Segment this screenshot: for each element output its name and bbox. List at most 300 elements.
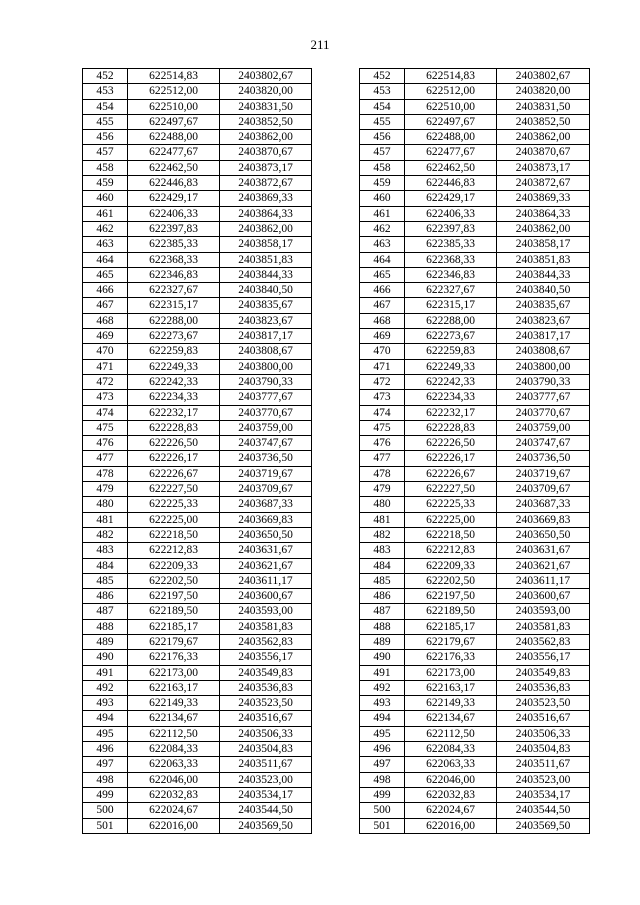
right-point-number-cell: 491 bbox=[360, 665, 405, 680]
column-gap bbox=[312, 757, 360, 772]
right-y-coordinate-cell: 2403851,83 bbox=[497, 252, 590, 267]
left-point-number-cell: 492 bbox=[83, 680, 128, 695]
table-row bbox=[83, 191, 590, 206]
left-point-number-cell: 482 bbox=[83, 527, 128, 542]
right-x-coordinate-cell: 622218,50 bbox=[405, 527, 497, 542]
left-y-coordinate-cell: 2403864,33 bbox=[220, 206, 312, 221]
table-row bbox=[83, 772, 590, 787]
right-y-coordinate-cell: 2403687,33 bbox=[497, 497, 590, 512]
right-point-number-cell: 470 bbox=[360, 344, 405, 359]
left-y-coordinate-cell: 2403581,83 bbox=[220, 619, 312, 634]
left-x-coordinate-cell: 622163,17 bbox=[128, 680, 220, 695]
left-y-coordinate-cell: 2403820,00 bbox=[220, 84, 312, 99]
left-x-coordinate-cell: 622197,50 bbox=[128, 589, 220, 604]
right-y-coordinate-cell: 2403817,17 bbox=[497, 329, 590, 344]
left-point-number-cell: 476 bbox=[83, 436, 128, 451]
table-row bbox=[83, 420, 590, 435]
left-x-coordinate-cell: 622397,83 bbox=[128, 221, 220, 236]
right-y-coordinate-cell: 2403823,67 bbox=[497, 313, 590, 328]
left-point-number-cell: 455 bbox=[83, 114, 128, 129]
left-x-coordinate-cell: 622225,33 bbox=[128, 497, 220, 512]
table-row bbox=[83, 573, 590, 588]
left-y-coordinate-cell: 2403862,00 bbox=[220, 130, 312, 145]
table-row bbox=[83, 130, 590, 145]
right-y-coordinate-cell: 2403504,83 bbox=[497, 742, 590, 757]
table-row bbox=[83, 497, 590, 512]
table-row bbox=[83, 665, 590, 680]
right-point-number-cell: 490 bbox=[360, 650, 405, 665]
left-y-coordinate-cell: 2403873,17 bbox=[220, 160, 312, 175]
column-gap bbox=[312, 420, 360, 435]
right-point-number-cell: 472 bbox=[360, 374, 405, 389]
table-row bbox=[83, 696, 590, 711]
column-gap bbox=[312, 436, 360, 451]
right-x-coordinate-cell: 622462,50 bbox=[405, 160, 497, 175]
column-gap bbox=[312, 114, 360, 129]
column-gap bbox=[312, 145, 360, 160]
column-gap bbox=[312, 589, 360, 604]
right-point-number-cell: 486 bbox=[360, 589, 405, 604]
left-point-number-cell: 452 bbox=[83, 69, 128, 84]
column-gap bbox=[312, 711, 360, 726]
left-point-number-cell: 466 bbox=[83, 283, 128, 298]
table-row bbox=[83, 313, 590, 328]
right-point-number-cell: 480 bbox=[360, 497, 405, 512]
left-x-coordinate-cell: 622084,33 bbox=[128, 742, 220, 757]
right-y-coordinate-cell: 2403650,50 bbox=[497, 527, 590, 542]
right-point-number-cell: 476 bbox=[360, 436, 405, 451]
left-y-coordinate-cell: 2403831,50 bbox=[220, 99, 312, 114]
left-y-coordinate-cell: 2403709,67 bbox=[220, 482, 312, 497]
right-y-coordinate-cell: 2403534,17 bbox=[497, 787, 590, 802]
left-point-number-cell: 453 bbox=[83, 84, 128, 99]
left-y-coordinate-cell: 2403817,17 bbox=[220, 329, 312, 344]
left-x-coordinate-cell: 622346,83 bbox=[128, 267, 220, 282]
right-y-coordinate-cell: 2403611,17 bbox=[497, 573, 590, 588]
left-point-number-cell: 493 bbox=[83, 696, 128, 711]
left-x-coordinate-cell: 622385,33 bbox=[128, 237, 220, 252]
left-y-coordinate-cell: 2403835,67 bbox=[220, 298, 312, 313]
left-y-coordinate-cell: 2403858,17 bbox=[220, 237, 312, 252]
table-row bbox=[83, 283, 590, 298]
column-gap bbox=[312, 803, 360, 818]
right-x-coordinate-cell: 622225,00 bbox=[405, 512, 497, 527]
left-point-number-cell: 477 bbox=[83, 451, 128, 466]
left-x-coordinate-cell: 622016,00 bbox=[128, 818, 220, 833]
column-gap bbox=[312, 451, 360, 466]
column-gap bbox=[312, 191, 360, 206]
table-row bbox=[83, 374, 590, 389]
right-y-coordinate-cell: 2403536,83 bbox=[497, 680, 590, 695]
left-point-number-cell: 494 bbox=[83, 711, 128, 726]
right-x-coordinate-cell: 622212,83 bbox=[405, 543, 497, 558]
right-y-coordinate-cell: 2403719,67 bbox=[497, 466, 590, 481]
right-y-coordinate-cell: 2403862,00 bbox=[497, 221, 590, 236]
right-x-coordinate-cell: 622149,33 bbox=[405, 696, 497, 711]
table-row bbox=[83, 757, 590, 772]
left-x-coordinate-cell: 622149,33 bbox=[128, 696, 220, 711]
left-x-coordinate-cell: 622512,00 bbox=[128, 84, 220, 99]
column-gap bbox=[312, 527, 360, 542]
left-x-coordinate-cell: 622209,33 bbox=[128, 558, 220, 573]
right-point-number-cell: 482 bbox=[360, 527, 405, 542]
right-point-number-cell: 475 bbox=[360, 420, 405, 435]
left-x-coordinate-cell: 622226,17 bbox=[128, 451, 220, 466]
left-y-coordinate-cell: 2403549,83 bbox=[220, 665, 312, 680]
right-y-coordinate-cell: 2403621,67 bbox=[497, 558, 590, 573]
right-x-coordinate-cell: 622163,17 bbox=[405, 680, 497, 695]
table-row bbox=[83, 466, 590, 481]
right-x-coordinate-cell: 622510,00 bbox=[405, 99, 497, 114]
right-y-coordinate-cell: 2403516,67 bbox=[497, 711, 590, 726]
right-point-number-cell: 459 bbox=[360, 176, 405, 191]
right-y-coordinate-cell: 2403852,50 bbox=[497, 114, 590, 129]
left-y-coordinate-cell: 2403759,00 bbox=[220, 420, 312, 435]
right-y-coordinate-cell: 2403569,50 bbox=[497, 818, 590, 833]
left-point-number-cell: 474 bbox=[83, 405, 128, 420]
table-row bbox=[83, 803, 590, 818]
column-gap bbox=[312, 84, 360, 99]
right-x-coordinate-cell: 622385,33 bbox=[405, 237, 497, 252]
left-x-coordinate-cell: 622179,67 bbox=[128, 634, 220, 649]
left-point-number-cell: 469 bbox=[83, 329, 128, 344]
right-x-coordinate-cell: 622234,33 bbox=[405, 390, 497, 405]
left-point-number-cell: 501 bbox=[83, 818, 128, 833]
right-y-coordinate-cell: 2403873,17 bbox=[497, 160, 590, 175]
table-row bbox=[83, 512, 590, 527]
column-gap bbox=[312, 512, 360, 527]
right-y-coordinate-cell: 2403777,67 bbox=[497, 390, 590, 405]
column-gap bbox=[312, 680, 360, 695]
left-x-coordinate-cell: 622046,00 bbox=[128, 772, 220, 787]
right-x-coordinate-cell: 622514,83 bbox=[405, 69, 497, 84]
table-row bbox=[83, 405, 590, 420]
right-x-coordinate-cell: 622024,67 bbox=[405, 803, 497, 818]
left-y-coordinate-cell: 2403536,83 bbox=[220, 680, 312, 695]
table-row bbox=[83, 818, 590, 833]
left-x-coordinate-cell: 622232,17 bbox=[128, 405, 220, 420]
right-x-coordinate-cell: 622173,00 bbox=[405, 665, 497, 680]
right-y-coordinate-cell: 2403808,67 bbox=[497, 344, 590, 359]
right-point-number-cell: 469 bbox=[360, 329, 405, 344]
table-row bbox=[83, 99, 590, 114]
right-y-coordinate-cell: 2403864,33 bbox=[497, 206, 590, 221]
column-gap bbox=[312, 374, 360, 389]
right-y-coordinate-cell: 2403869,33 bbox=[497, 191, 590, 206]
right-y-coordinate-cell: 2403506,33 bbox=[497, 726, 590, 741]
right-x-coordinate-cell: 622232,17 bbox=[405, 405, 497, 420]
left-point-number-cell: 460 bbox=[83, 191, 128, 206]
column-gap bbox=[312, 176, 360, 191]
right-x-coordinate-cell: 622032,83 bbox=[405, 787, 497, 802]
left-x-coordinate-cell: 622327,67 bbox=[128, 283, 220, 298]
right-y-coordinate-cell: 2403511,67 bbox=[497, 757, 590, 772]
right-point-number-cell: 483 bbox=[360, 543, 405, 558]
right-y-coordinate-cell: 2403747,67 bbox=[497, 436, 590, 451]
left-x-coordinate-cell: 622446,83 bbox=[128, 176, 220, 191]
right-y-coordinate-cell: 2403831,50 bbox=[497, 99, 590, 114]
left-y-coordinate-cell: 2403562,83 bbox=[220, 634, 312, 649]
right-x-coordinate-cell: 622016,00 bbox=[405, 818, 497, 833]
left-y-coordinate-cell: 2403611,17 bbox=[220, 573, 312, 588]
left-point-number-cell: 488 bbox=[83, 619, 128, 634]
table-row bbox=[83, 344, 590, 359]
right-point-number-cell: 489 bbox=[360, 634, 405, 649]
left-point-number-cell: 489 bbox=[83, 634, 128, 649]
left-point-number-cell: 458 bbox=[83, 160, 128, 175]
left-y-coordinate-cell: 2403790,33 bbox=[220, 374, 312, 389]
left-point-number-cell: 456 bbox=[83, 130, 128, 145]
column-gap bbox=[312, 818, 360, 833]
right-y-coordinate-cell: 2403862,00 bbox=[497, 130, 590, 145]
left-point-number-cell: 480 bbox=[83, 497, 128, 512]
column-gap bbox=[312, 69, 360, 84]
left-x-coordinate-cell: 622259,83 bbox=[128, 344, 220, 359]
column-gap bbox=[312, 298, 360, 313]
left-y-coordinate-cell: 2403719,67 bbox=[220, 466, 312, 481]
right-point-number-cell: 465 bbox=[360, 267, 405, 282]
column-gap bbox=[312, 665, 360, 680]
left-y-coordinate-cell: 2403808,67 bbox=[220, 344, 312, 359]
table-row bbox=[83, 527, 590, 542]
right-y-coordinate-cell: 2403736,50 bbox=[497, 451, 590, 466]
column-gap bbox=[312, 696, 360, 711]
right-point-number-cell: 494 bbox=[360, 711, 405, 726]
right-y-coordinate-cell: 2403840,50 bbox=[497, 283, 590, 298]
right-x-coordinate-cell: 622446,83 bbox=[405, 176, 497, 191]
table-row bbox=[83, 390, 590, 405]
right-point-number-cell: 487 bbox=[360, 604, 405, 619]
table-row bbox=[83, 329, 590, 344]
right-y-coordinate-cell: 2403844,33 bbox=[497, 267, 590, 282]
left-x-coordinate-cell: 622185,17 bbox=[128, 619, 220, 634]
right-point-number-cell: 473 bbox=[360, 390, 405, 405]
right-y-coordinate-cell: 2403770,67 bbox=[497, 405, 590, 420]
column-gap bbox=[312, 634, 360, 649]
right-x-coordinate-cell: 622197,50 bbox=[405, 589, 497, 604]
left-point-number-cell: 470 bbox=[83, 344, 128, 359]
left-point-number-cell: 483 bbox=[83, 543, 128, 558]
right-point-number-cell: 462 bbox=[360, 221, 405, 236]
right-x-coordinate-cell: 622226,17 bbox=[405, 451, 497, 466]
column-gap bbox=[312, 344, 360, 359]
right-x-coordinate-cell: 622226,50 bbox=[405, 436, 497, 451]
left-point-number-cell: 481 bbox=[83, 512, 128, 527]
right-x-coordinate-cell: 622288,00 bbox=[405, 313, 497, 328]
column-gap bbox=[312, 99, 360, 114]
left-x-coordinate-cell: 622429,17 bbox=[128, 191, 220, 206]
left-point-number-cell: 464 bbox=[83, 252, 128, 267]
right-point-number-cell: 457 bbox=[360, 145, 405, 160]
left-x-coordinate-cell: 622202,50 bbox=[128, 573, 220, 588]
right-point-number-cell: 468 bbox=[360, 313, 405, 328]
column-gap bbox=[312, 267, 360, 282]
table-row bbox=[83, 451, 590, 466]
left-point-number-cell: 468 bbox=[83, 313, 128, 328]
left-point-number-cell: 454 bbox=[83, 99, 128, 114]
column-gap bbox=[312, 221, 360, 236]
right-x-coordinate-cell: 622327,67 bbox=[405, 283, 497, 298]
column-gap bbox=[312, 787, 360, 802]
right-point-number-cell: 460 bbox=[360, 191, 405, 206]
table-row bbox=[83, 145, 590, 160]
left-point-number-cell: 500 bbox=[83, 803, 128, 818]
column-gap bbox=[312, 390, 360, 405]
table-row bbox=[83, 206, 590, 221]
left-y-coordinate-cell: 2403523,00 bbox=[220, 772, 312, 787]
left-x-coordinate-cell: 622226,50 bbox=[128, 436, 220, 451]
left-point-number-cell: 498 bbox=[83, 772, 128, 787]
right-point-number-cell: 477 bbox=[360, 451, 405, 466]
right-point-number-cell: 500 bbox=[360, 803, 405, 818]
column-gap bbox=[312, 313, 360, 328]
left-y-coordinate-cell: 2403593,00 bbox=[220, 604, 312, 619]
right-x-coordinate-cell: 622185,17 bbox=[405, 619, 497, 634]
table-row bbox=[83, 634, 590, 649]
right-x-coordinate-cell: 622046,00 bbox=[405, 772, 497, 787]
left-y-coordinate-cell: 2403852,50 bbox=[220, 114, 312, 129]
right-x-coordinate-cell: 622225,33 bbox=[405, 497, 497, 512]
left-y-coordinate-cell: 2403621,67 bbox=[220, 558, 312, 573]
left-point-number-cell: 490 bbox=[83, 650, 128, 665]
left-x-coordinate-cell: 622497,67 bbox=[128, 114, 220, 129]
left-x-coordinate-cell: 622273,67 bbox=[128, 329, 220, 344]
right-x-coordinate-cell: 622368,33 bbox=[405, 252, 497, 267]
column-gap bbox=[312, 573, 360, 588]
table-row bbox=[83, 252, 590, 267]
right-point-number-cell: 474 bbox=[360, 405, 405, 420]
right-point-number-cell: 456 bbox=[360, 130, 405, 145]
column-gap bbox=[312, 742, 360, 757]
left-y-coordinate-cell: 2403747,67 bbox=[220, 436, 312, 451]
left-x-coordinate-cell: 622212,83 bbox=[128, 543, 220, 558]
left-y-coordinate-cell: 2403650,50 bbox=[220, 527, 312, 542]
right-point-number-cell: 452 bbox=[360, 69, 405, 84]
left-x-coordinate-cell: 622368,33 bbox=[128, 252, 220, 267]
column-gap bbox=[312, 283, 360, 298]
left-x-coordinate-cell: 622462,50 bbox=[128, 160, 220, 175]
right-y-coordinate-cell: 2403790,33 bbox=[497, 374, 590, 389]
left-y-coordinate-cell: 2403823,67 bbox=[220, 313, 312, 328]
table-row bbox=[83, 787, 590, 802]
right-x-coordinate-cell: 622084,33 bbox=[405, 742, 497, 757]
left-x-coordinate-cell: 622112,50 bbox=[128, 726, 220, 741]
left-y-coordinate-cell: 2403504,83 bbox=[220, 742, 312, 757]
left-point-number-cell: 463 bbox=[83, 237, 128, 252]
left-x-coordinate-cell: 622249,33 bbox=[128, 359, 220, 374]
right-point-number-cell: 492 bbox=[360, 680, 405, 695]
right-point-number-cell: 495 bbox=[360, 726, 405, 741]
left-x-coordinate-cell: 622024,67 bbox=[128, 803, 220, 818]
left-x-coordinate-cell: 622234,33 bbox=[128, 390, 220, 405]
right-x-coordinate-cell: 622202,50 bbox=[405, 573, 497, 588]
right-y-coordinate-cell: 2403802,67 bbox=[497, 69, 590, 84]
column-gap bbox=[312, 772, 360, 787]
right-point-number-cell: 496 bbox=[360, 742, 405, 757]
table-row bbox=[83, 619, 590, 634]
left-point-number-cell: 459 bbox=[83, 176, 128, 191]
right-y-coordinate-cell: 2403562,83 bbox=[497, 634, 590, 649]
left-y-coordinate-cell: 2403844,33 bbox=[220, 267, 312, 282]
table-row bbox=[83, 650, 590, 665]
right-point-number-cell: 498 bbox=[360, 772, 405, 787]
left-x-coordinate-cell: 622477,67 bbox=[128, 145, 220, 160]
left-x-coordinate-cell: 622218,50 bbox=[128, 527, 220, 542]
right-y-coordinate-cell: 2403556,17 bbox=[497, 650, 590, 665]
right-point-number-cell: 466 bbox=[360, 283, 405, 298]
left-point-number-cell: 484 bbox=[83, 558, 128, 573]
right-point-number-cell: 463 bbox=[360, 237, 405, 252]
table-row bbox=[83, 604, 590, 619]
column-gap bbox=[312, 558, 360, 573]
left-point-number-cell: 467 bbox=[83, 298, 128, 313]
right-x-coordinate-cell: 622179,67 bbox=[405, 634, 497, 649]
table-row bbox=[83, 84, 590, 99]
left-point-number-cell: 475 bbox=[83, 420, 128, 435]
right-x-coordinate-cell: 622259,83 bbox=[405, 344, 497, 359]
right-point-number-cell: 485 bbox=[360, 573, 405, 588]
right-y-coordinate-cell: 2403835,67 bbox=[497, 298, 590, 313]
left-point-number-cell: 496 bbox=[83, 742, 128, 757]
column-gap bbox=[312, 130, 360, 145]
table-row bbox=[83, 742, 590, 757]
left-y-coordinate-cell: 2403669,83 bbox=[220, 512, 312, 527]
table-row bbox=[83, 436, 590, 451]
table-row bbox=[83, 176, 590, 191]
right-y-coordinate-cell: 2403549,83 bbox=[497, 665, 590, 680]
right-point-number-cell: 484 bbox=[360, 558, 405, 573]
left-x-coordinate-cell: 622288,00 bbox=[128, 313, 220, 328]
right-x-coordinate-cell: 622134,67 bbox=[405, 711, 497, 726]
right-y-coordinate-cell: 2403870,67 bbox=[497, 145, 590, 160]
right-x-coordinate-cell: 622406,33 bbox=[405, 206, 497, 221]
right-y-coordinate-cell: 2403820,00 bbox=[497, 84, 590, 99]
table-row bbox=[83, 69, 590, 84]
left-y-coordinate-cell: 2403569,50 bbox=[220, 818, 312, 833]
left-x-coordinate-cell: 622134,67 bbox=[128, 711, 220, 726]
right-y-coordinate-cell: 2403523,00 bbox=[497, 772, 590, 787]
left-y-coordinate-cell: 2403523,50 bbox=[220, 696, 312, 711]
right-y-coordinate-cell: 2403872,67 bbox=[497, 176, 590, 191]
right-y-coordinate-cell: 2403858,17 bbox=[497, 237, 590, 252]
right-x-coordinate-cell: 622512,00 bbox=[405, 84, 497, 99]
right-point-number-cell: 501 bbox=[360, 818, 405, 833]
left-y-coordinate-cell: 2403870,67 bbox=[220, 145, 312, 160]
left-y-coordinate-cell: 2403534,17 bbox=[220, 787, 312, 802]
left-x-coordinate-cell: 622227,50 bbox=[128, 482, 220, 497]
left-point-number-cell: 479 bbox=[83, 482, 128, 497]
right-point-number-cell: 481 bbox=[360, 512, 405, 527]
left-point-number-cell: 491 bbox=[83, 665, 128, 680]
right-point-number-cell: 453 bbox=[360, 84, 405, 99]
right-x-coordinate-cell: 622063,33 bbox=[405, 757, 497, 772]
column-gap bbox=[312, 359, 360, 374]
right-x-coordinate-cell: 622227,50 bbox=[405, 482, 497, 497]
left-y-coordinate-cell: 2403869,33 bbox=[220, 191, 312, 206]
left-y-coordinate-cell: 2403687,33 bbox=[220, 497, 312, 512]
left-x-coordinate-cell: 622176,33 bbox=[128, 650, 220, 665]
right-x-coordinate-cell: 622429,17 bbox=[405, 191, 497, 206]
left-x-coordinate-cell: 622315,17 bbox=[128, 298, 220, 313]
right-y-coordinate-cell: 2403600,67 bbox=[497, 589, 590, 604]
left-x-coordinate-cell: 622510,00 bbox=[128, 99, 220, 114]
right-x-coordinate-cell: 622249,33 bbox=[405, 359, 497, 374]
table-row bbox=[83, 482, 590, 497]
right-point-number-cell: 478 bbox=[360, 466, 405, 481]
left-point-number-cell: 457 bbox=[83, 145, 128, 160]
right-point-number-cell: 471 bbox=[360, 359, 405, 374]
left-y-coordinate-cell: 2403802,67 bbox=[220, 69, 312, 84]
